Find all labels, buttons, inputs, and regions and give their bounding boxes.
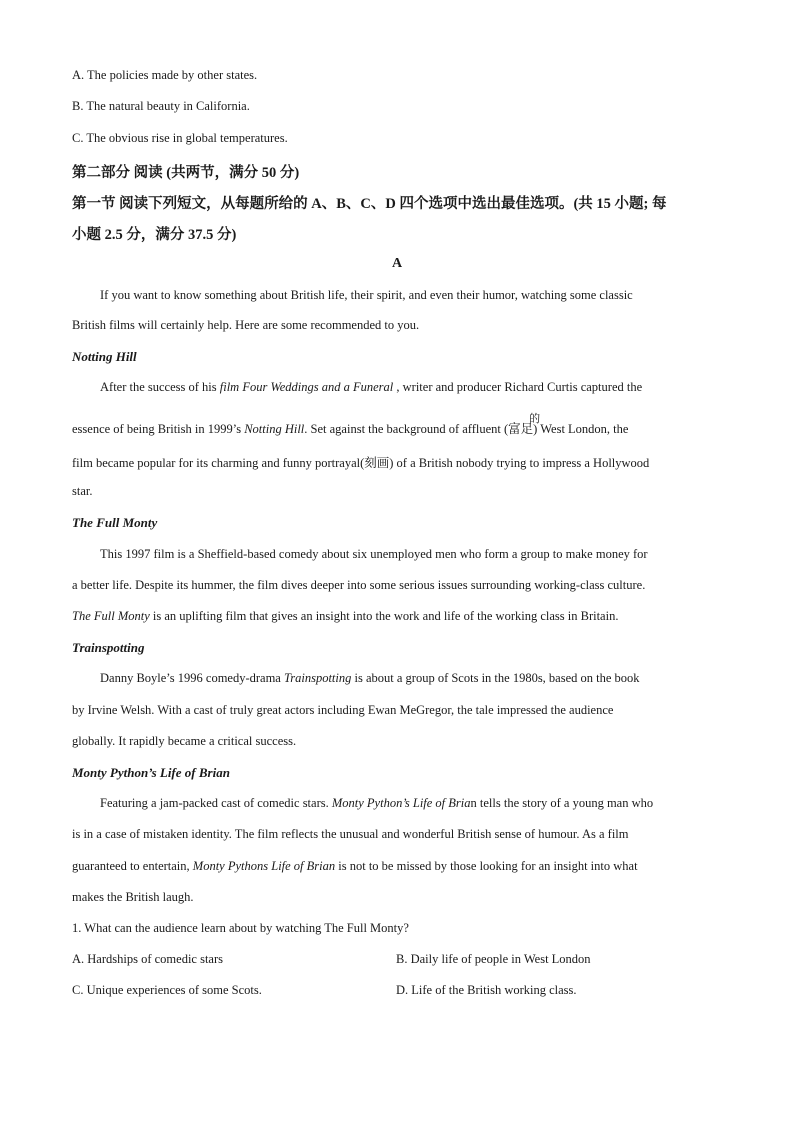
- part-two-heading: 第二部分 阅读 (共两节，满分 50 分): [72, 165, 300, 181]
- life-of-brian-line-4: makes the British laugh.: [72, 890, 194, 904]
- intro-line-1: If you want to know something about British life, their spirit, and even their humor, watching some classic: [100, 288, 633, 302]
- question-1-stem: 1. What can the audience learn about by watching The Full Monty?: [72, 921, 409, 935]
- life-of-brian-line-2: is in a case of mistaken identity. The film reflects the unusual and wonderful British sense of humour. As a film: [72, 827, 629, 841]
- life-of-brian-line-1: Featuring a jam-packed cast of comedic stars. Monty Python’s Life of Brian tells the story of a young man who: [100, 796, 654, 810]
- film-title-full-monty: The Full Monty: [72, 515, 158, 530]
- question-1-option-b: B. Daily life of people in West London: [396, 952, 591, 966]
- film-title-notting-hill: Notting Hill: [72, 349, 137, 364]
- notting-hill-line-3: film became popular for its charming and funny portrayal(刻画) of a British nobody trying to impress a Hollywood: [72, 456, 650, 470]
- full-monty-line-3: The Full Monty is an uplifting film that gives an insight into the work and life of the working class in Britain.: [72, 609, 619, 623]
- notting-hill-line-4: star.: [72, 484, 93, 498]
- passage-letter: A: [391, 256, 403, 271]
- trainspotting-line-3: globally. It rapidly became a critical success.: [72, 734, 297, 748]
- question-1-option-d: D. Life of the British working class.: [396, 983, 577, 997]
- film-title-trainspotting: Trainspotting: [72, 640, 145, 655]
- option-c-prev: C. The obvious rise in global temperatures.: [72, 131, 288, 145]
- option-a-prev: A. The policies made by other states.: [72, 68, 258, 82]
- trainspotting-line-2: by Irvine Welsh. With a cast of truly great actors including Ewan MeGregor, the tale impressed the audience: [72, 703, 614, 717]
- notting-hill-line-1: After the success of his film Four Weddings and a Funeral , writer and producer Richard Curtis captured the: [100, 380, 643, 394]
- question-1-option-c: C. Unique experiences of some Scots.: [72, 983, 262, 997]
- full-monty-line-1: This 1997 film is a Sheffield-based comedy about six unemployed men who form a group to make money for: [100, 547, 648, 561]
- question-1-option-a: A. Hardships of comedic stars: [72, 952, 224, 966]
- option-b-prev: B. The natural beauty in California.: [72, 99, 250, 113]
- film-title-life-of-brian: Monty Python’s Life of Brian: [72, 765, 230, 780]
- trainspotting-line-1: Danny Boyle’s 1996 comedy-drama Trainspotting is about a group of Scots in the 1980s, based on the book: [100, 671, 640, 685]
- section-one-instruction-2: 小题 2.5 分，满分 37.5 分): [72, 227, 237, 243]
- intro-line-2: British films will certainly help. Here are some recommended to you.: [72, 318, 420, 332]
- life-of-brian-line-3: guaranteed to entertain, Monty Pythons Life of Brian is not to be missed by those looking for an insight into what: [72, 859, 638, 873]
- notting-hill-line-2: essence of being British in 1999’s Notting Hill. Set against the background of affluent (富足 的 ) West London, the: [72, 413, 629, 436]
- section-one-instruction-1: 第一节 阅读下列短文，从每题所给的 A、B、C、D 四个选项中选出最佳选项。(共 15 小题; 每: [72, 196, 667, 212]
- full-monty-line-2: a better life. Despite its hummer, the film dives deeper into some serious issues surrounding working-class culture.: [72, 578, 646, 592]
